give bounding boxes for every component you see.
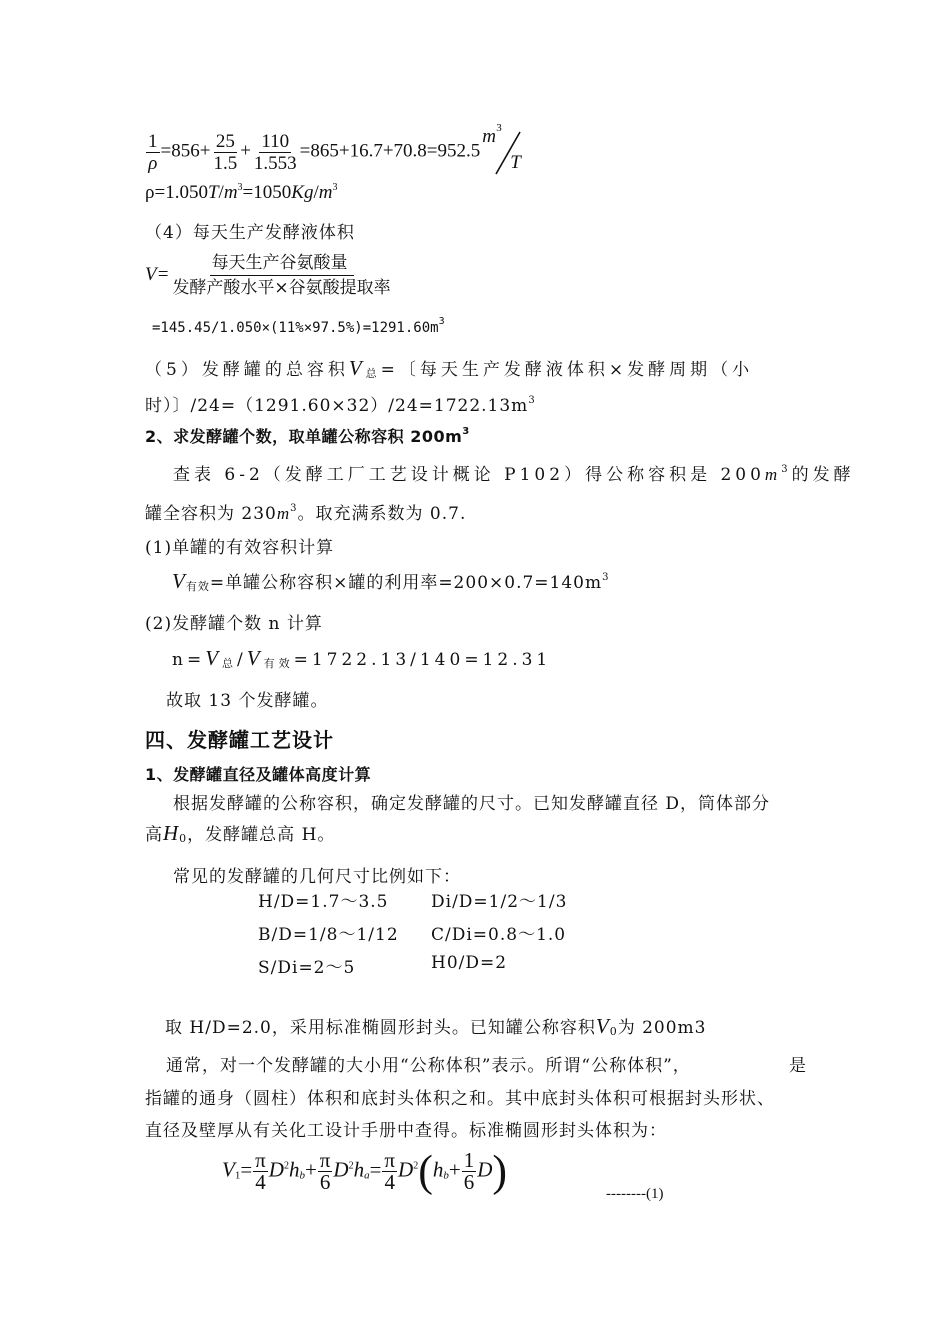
calc-text: =145.45/1.050×(11%×97.5%)=1291.60m (152, 320, 439, 336)
ratio-row-1-right: Di/D=1/2～1/3 (431, 892, 568, 912)
denominator: 1.5 (213, 152, 238, 174)
slash: / (237, 650, 247, 670)
symbol-v: V (595, 1014, 610, 1038)
text: 的发酵 (791, 465, 855, 485)
text: 罐全容积为 230 (145, 504, 277, 524)
lookup-line-1 (173, 460, 855, 485)
symbol-h: H (163, 821, 180, 845)
ratio-row-3-left: S/Di=2～5 (258, 958, 356, 978)
symbol-h: h (432, 1157, 444, 1182)
right-paren: ) (492, 1146, 508, 1196)
equation-count (172, 646, 551, 671)
denominator: 1.553 (253, 152, 297, 174)
subscript: 1 (234, 1169, 241, 1182)
equation-effective (172, 568, 609, 594)
text: 取 H/D=2.0，采用标准椭圆形封头。已知罐公称容积 (165, 1018, 596, 1038)
numerator: π (319, 1148, 331, 1172)
denominator: 6 (463, 1170, 475, 1194)
text: n= (172, 650, 206, 670)
ratios-intro: 常见的发酵罐的几何尺寸比例如下： (173, 867, 461, 887)
text: =单罐公称容积×罐的利用率=200×0.7=140m (209, 573, 603, 593)
equation-lhs: V= (145, 263, 170, 285)
section-2-title (145, 424, 470, 447)
unit-t: T (207, 182, 219, 203)
fraction (382, 1150, 397, 1193)
slash: / (313, 182, 319, 203)
equation-1-number: --------(1) (606, 1186, 664, 1202)
symbol-v: V (246, 646, 264, 670)
exponent: 3 (332, 182, 338, 193)
nominal-line-1-end: 是 (789, 1056, 807, 1076)
symbol-h: h (288, 1157, 300, 1182)
text: =1722.13/140=12.31 (293, 650, 552, 670)
take-13-line: 故取 13 个发酵罐。 (166, 691, 329, 711)
equation-text: =865+16.7+70.8=952.5 (299, 140, 481, 162)
unit-m: m (318, 182, 333, 203)
plus: + (448, 1157, 461, 1182)
text: 为 200m3 (617, 1018, 707, 1038)
symbol-d: D (477, 1157, 493, 1182)
symbol-d: D (268, 1157, 284, 1182)
denominator: 6 (319, 1170, 331, 1194)
item-4-title: （4）每天生产发酵液体积 (145, 223, 355, 243)
symbol-v: V (205, 646, 223, 670)
ratio-row-2-left: B/D=1/8～1/12 (258, 925, 399, 945)
unit-m: m (223, 182, 238, 203)
symbol-h: h (353, 1157, 365, 1182)
equals: = (240, 1157, 253, 1182)
symbol-d: D (333, 1157, 349, 1182)
equation-volume (145, 251, 394, 300)
equals: = (369, 1157, 382, 1182)
subscript: a (364, 1169, 370, 1182)
title-text: 2、求发酵罐个数，取单罐公称容积 200m (145, 427, 463, 446)
equation-1 (222, 1146, 508, 1196)
symbol-v: V (222, 1157, 235, 1182)
exponent: 3 (528, 395, 536, 406)
numerator: π (384, 1148, 396, 1172)
slash: / (218, 182, 224, 203)
denominator: 4 (384, 1170, 395, 1194)
numerator: 每天生产谷氨酸量 (210, 251, 354, 276)
lookup-line-2 (145, 499, 466, 524)
exponent: 2 (283, 1160, 289, 1172)
equation-rho (145, 182, 337, 204)
left-paren: ( (418, 1146, 433, 1196)
subscript: 有效 (185, 580, 210, 593)
equation-density (145, 122, 530, 174)
subscript: b (443, 1169, 449, 1182)
fraction (252, 131, 299, 174)
fraction (462, 1150, 477, 1193)
text: （5）发酵罐的总容积 (145, 360, 349, 380)
section-4-1-title: 1、发酵罐直径及罐体高度计算 (145, 765, 372, 784)
numerator: 110 (261, 130, 290, 152)
take-hd-line (165, 1013, 707, 1039)
exponent: 3 (781, 464, 792, 475)
denominator: ρ (148, 152, 158, 174)
size-line-1: 根据发酵罐的公称容积，确定发酵罐的尺寸。已知发酵罐直径 D，筒体部分 (173, 794, 771, 814)
size-line-2 (145, 820, 335, 846)
exponent: 3 (462, 426, 470, 437)
text: ，发酵罐总高 H。 (187, 825, 336, 845)
equation-text: =856+ (160, 140, 211, 162)
nominal-line-1: 通常，对一个发酵罐的大小用“公称体积”表示。所谓“公称体积”， (166, 1056, 691, 1076)
plus: + (304, 1157, 317, 1182)
subscript: 总 (222, 657, 238, 670)
unit-m: m (764, 465, 782, 484)
numerator: π (255, 1148, 266, 1172)
unit-m: m (276, 504, 291, 523)
equation-text: + (240, 140, 251, 162)
fraction (146, 131, 160, 174)
exponent: 3 (290, 503, 298, 514)
exponent: 2 (348, 1160, 354, 1172)
denominator: 4 (255, 1170, 266, 1194)
text: =〔每天生产发酵液体积×发酵周期（小 (380, 360, 754, 380)
equation-text: ρ=1.050 (145, 182, 208, 203)
symbol-v: V (172, 569, 186, 593)
fraction (253, 1150, 268, 1193)
nominal-line-3: 直径及壁厚从有关化工设计手册中查得。标准椭圆形封头体积为： (145, 1121, 667, 1141)
symbol-v: V (348, 356, 366, 380)
volume-calc-line (152, 316, 445, 336)
unit-exponent: 3 (496, 122, 502, 134)
ratio-row-2-right: C/Di=0.8～1.0 (431, 925, 567, 945)
numerator: 1 (148, 130, 158, 152)
exponent: 3 (602, 572, 610, 583)
ratio-row-1-left: H/D=1.7～3.5 (258, 892, 389, 912)
exponent: 3 (237, 182, 243, 193)
text: 。取充满系数为 0.7. (297, 504, 467, 524)
text: 时）〕/24=（1291.60×32）/24=1722.13m (145, 396, 529, 416)
sub-1-title: (1)单罐的有效容积计算 (145, 538, 335, 558)
unit-m3-per-t (480, 122, 530, 174)
symbol-d: D (398, 1157, 414, 1182)
subscript: 0 (179, 832, 188, 845)
sub-2-title: (2)发酵罐个数 n 计算 (145, 614, 323, 634)
text: 高 (145, 825, 163, 845)
ratio-row-3-right: H0/D=2 (431, 953, 508, 973)
text: 查表 6-2（发酵工厂工艺设计概论 P102）得公称容积是 200 (173, 465, 765, 485)
fraction (318, 1150, 333, 1193)
exponent: 2 (413, 1160, 419, 1172)
section-4-title: 四、发酵罐工艺设计 (145, 728, 334, 752)
nominal-line-2: 指罐的通身（圆柱）体积和底封头体积之和。其中底封头体积可根据封头形状、 (145, 1089, 775, 1109)
subscript: 总 (365, 367, 381, 380)
unit-kg: Kg (291, 182, 314, 203)
item-5-line-2 (145, 391, 536, 416)
fraction (170, 251, 392, 300)
numerator: 1 (463, 1148, 475, 1172)
item-5-line-1 (145, 355, 753, 381)
subscript: b (299, 1169, 305, 1182)
unit-m: m (482, 126, 497, 147)
subscript: 有效 (263, 657, 294, 670)
subscript: 0 (609, 1025, 618, 1038)
fraction (211, 131, 239, 174)
unit-t: T (510, 152, 521, 173)
equation-text: =1050 (242, 182, 292, 203)
denominator: 发酵产酸水平×谷氨酸提取率 (172, 278, 391, 298)
numerator: 25 (215, 130, 235, 152)
exponent: 3 (438, 316, 445, 327)
